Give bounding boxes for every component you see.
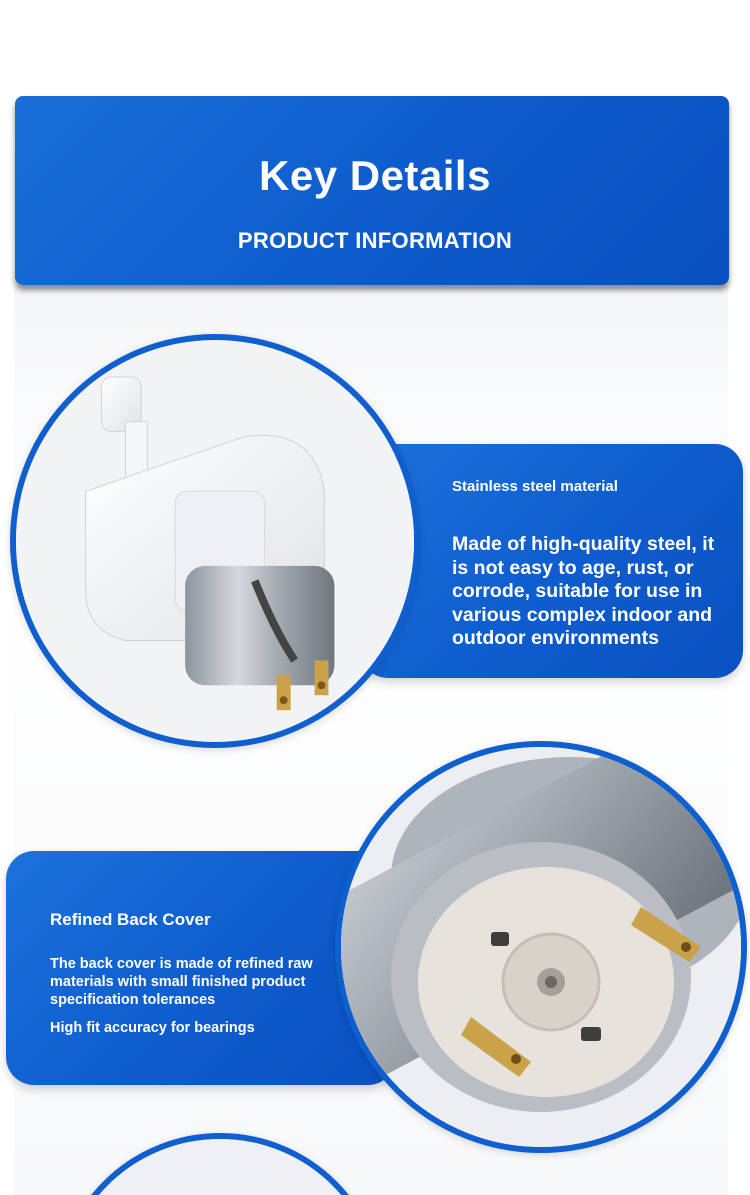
page-subtitle: PRODUCT INFORMATION bbox=[237, 228, 513, 253]
feature-title-stainless-steel: Stainless steel material bbox=[452, 478, 618, 495]
feature-body-bearing-fit: High fit accuracy for bearings bbox=[50, 1020, 255, 1036]
feature-body-stainless-steel: Made of high-quality steel, it is not easy to age, rust, or corrode, suitable for use in various complex indoor and outdoor environments bbox=[452, 533, 715, 649]
pump-motor-illustration bbox=[16, 340, 414, 742]
page-title: Key Details bbox=[259, 152, 491, 199]
motor-back-cover-photo bbox=[335, 741, 747, 1153]
feature-title-back-cover: Refined Back Cover bbox=[50, 910, 211, 929]
motor-back-cover-illustration bbox=[341, 747, 741, 1147]
pump-motor-photo bbox=[10, 334, 420, 748]
feature-body-back-cover: The back cover is made of refined raw materials with small finished product specification tolerances bbox=[50, 956, 313, 1008]
